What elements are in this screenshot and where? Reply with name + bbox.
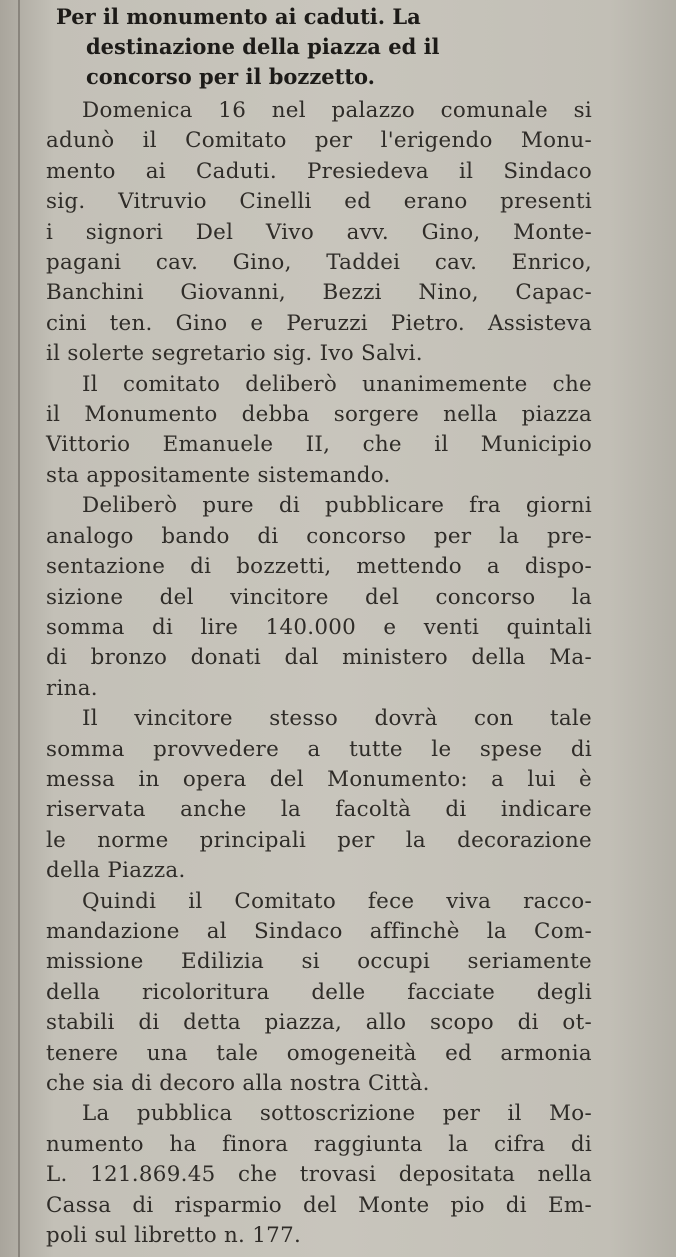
article-paragraph — [46, 704, 592, 886]
text-line: della Piazza. — [46, 858, 186, 884]
text-line: tenere una tale omogeneità ed armonia — [46, 1040, 592, 1066]
text-line: rina. — [46, 675, 98, 701]
article-paragraph — [46, 887, 592, 1100]
text-line: analogo bando di concorso per la pre- — [46, 523, 592, 549]
text-line: Il comitato deliberò unanimemente che — [82, 371, 592, 397]
text-line: L. 121.869.45 che trovasi depositata nella — [46, 1162, 592, 1188]
text-line: sta appositamente sistemando. — [46, 462, 391, 488]
text-line: Quindi il Comitato fece viva racco- — [82, 888, 592, 914]
text-line: Il vincitore stesso dovrà con tale — [82, 706, 592, 732]
text-line: somma provvedere a tutte le spese di — [46, 736, 592, 762]
text-line: stabili di detta piazza, allo scopo di ot- — [46, 1010, 592, 1036]
text-line: adunò il Comitato per l'erigendo Monu- — [46, 128, 592, 154]
article-paragraph — [46, 96, 592, 370]
article-headline — [46, 2, 592, 92]
article-paragraph — [46, 1099, 592, 1251]
text-line: La pubblica sottoscrizione per il Mo- — [82, 1101, 592, 1127]
article-body — [46, 96, 592, 1251]
text-line: sig. Vitruvio Cinelli ed erano presenti — [46, 189, 592, 215]
paper-fold-line — [18, 0, 20, 1257]
text-line: numento ha finora raggiunta la cifra di — [46, 1131, 592, 1157]
headline-line: concorso per il bozzetto. — [86, 64, 375, 89]
article-paragraph — [46, 491, 592, 704]
text-line: Cassa di risparmio del Monte pio di Em- — [46, 1192, 592, 1218]
article-column — [46, 2, 592, 1251]
text-line: messa in opera del Monumento: a lui è — [46, 766, 592, 792]
text-line: Deliberò pure di pubblicare fra giorni — [82, 493, 592, 519]
text-line: sentazione di bozzetti, mettendo a dispo- — [46, 554, 592, 580]
text-line: missione Edilizia si occupi seriamente — [46, 949, 592, 975]
headline-line: destinazione della piazza ed il — [86, 34, 440, 59]
headline-line: Per il monumento ai caduti. La — [56, 4, 421, 29]
text-line: pagani cav. Gino, Taddei cav. Enrico, — [46, 250, 592, 276]
text-line: riservata anche la facoltà di indicare — [46, 797, 592, 823]
text-line: Vittorio Emanuele II, che il Municipio — [46, 432, 592, 458]
text-line: sizione del vincitore del concorso la — [46, 584, 592, 610]
article-paragraph — [46, 370, 592, 492]
text-line: cini ten. Gino e Peruzzi Pietro. Assisteva — [46, 310, 592, 336]
text-line: somma di lire 140.000 e venti quintali — [46, 614, 592, 640]
text-line: Banchini Giovanni, Bezzi Nino, Capac- — [46, 280, 592, 306]
text-line: il solerte segretario sig. Ivo Salvi. — [46, 341, 423, 367]
text-line: poli sul libretto n. 177. — [46, 1223, 302, 1249]
text-line: Domenica 16 nel palazzo comunale si — [82, 98, 592, 123]
text-line: mandazione al Sindaco affinchè la Com- — [46, 918, 592, 944]
text-line: le norme principali per la decorazione — [46, 827, 592, 853]
text-line: il Monumento debba sorgere nella piazza — [46, 402, 592, 428]
text-line: della ricoloritura delle facciate degli — [46, 979, 592, 1005]
text-line: i signori Del Vivo avv. Gino, Monte- — [46, 219, 592, 245]
text-line: mento ai Caduti. Presiedeva il Sindaco — [46, 158, 592, 184]
text-line: di bronzo donati dal ministero della Ma- — [46, 645, 592, 671]
text-line: che sia di decoro alla nostra Città. — [46, 1071, 430, 1096]
